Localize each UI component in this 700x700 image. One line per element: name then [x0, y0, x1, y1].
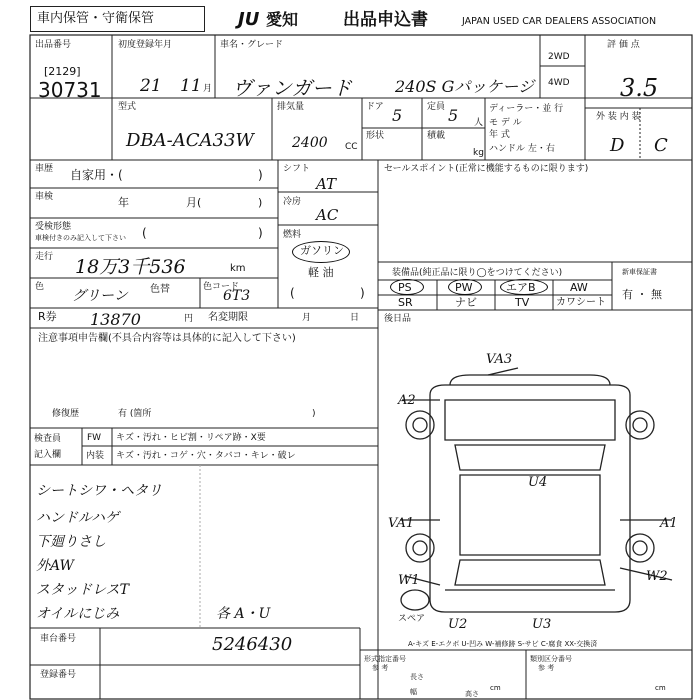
logo-title: 愛知	[266, 10, 299, 29]
import-model: モ デ ル	[489, 118, 522, 128]
equip-pw: PW	[455, 281, 473, 294]
color-label: 色	[35, 282, 45, 292]
note-line-6: オイルにじみ	[36, 606, 120, 622]
inspector-label2: 記入欄	[34, 450, 62, 460]
recv-close: )	[258, 226, 263, 240]
reg-month: 11	[180, 76, 202, 96]
chassis-label: 車台番号	[40, 634, 77, 644]
model-spec-len: 長さ	[410, 673, 424, 681]
form-title: 出品申込書	[343, 10, 428, 30]
repair-close: )	[312, 409, 316, 419]
inspection-label: 車検	[35, 192, 54, 202]
storage-label: 車内保管・守衛保管	[37, 11, 155, 26]
shift-value: AT	[316, 175, 337, 193]
import-handle: ハンドル 左・右	[489, 144, 555, 154]
equip-aw: AW	[570, 281, 588, 294]
spare-label: スペア	[398, 614, 426, 624]
fuel-label: 燃料	[283, 230, 302, 240]
reg-month-unit: 月	[203, 84, 213, 94]
import-year: 年 式	[489, 130, 510, 140]
warranty-label: 新車保証書	[622, 268, 657, 276]
model-spec-len-unit: cm	[490, 684, 501, 692]
shift-label: シフト	[283, 164, 311, 174]
fuel-open: (	[290, 286, 295, 300]
note-line-3: 下廻りさし	[36, 534, 106, 550]
name-change-label: 名変期限	[208, 312, 248, 323]
equip-leather: カワシート	[556, 297, 606, 308]
load-label: 積載	[427, 131, 446, 141]
reg-label: 初度登録年月	[118, 40, 173, 50]
equip-ps: PS	[398, 281, 412, 294]
equipment-label: 装備品(純正品に限り◯をつけてください)	[392, 268, 563, 278]
engine-unit: CC	[345, 142, 358, 152]
ext-int-label: 外 装 内 装	[596, 112, 641, 122]
repair-label: 修復歴	[52, 409, 80, 419]
reg-year: 21	[140, 76, 162, 96]
shape-label: 形状	[366, 131, 385, 141]
recycle-unit: 円	[184, 314, 194, 324]
capacity-unit: 人	[474, 118, 484, 128]
sales-point-label: セールスポイント(正常に機能するものに限ります)	[384, 164, 589, 174]
class-sub: 参 考	[538, 664, 555, 672]
storage-box	[30, 6, 205, 32]
equip-airbag-circle	[500, 279, 548, 295]
model-value: DBA-ACA33W	[126, 130, 254, 151]
mark-u3: U3	[532, 617, 552, 632]
color-value: グリーン	[72, 288, 128, 304]
association-name: JAPAN USED CAR DEALERS ASSOCIATION	[462, 16, 657, 27]
fuel-close: )	[360, 286, 365, 300]
inspection-year: 年	[118, 196, 129, 209]
equip-pw-circle	[448, 279, 482, 295]
inspector-row1-head: FW	[87, 433, 102, 443]
aircon-value: AC	[316, 206, 339, 224]
model-spec-h: 高さ	[465, 690, 479, 698]
note-line-2: ハンドルハゲ	[36, 510, 120, 526]
inspection-month: 月(	[186, 196, 202, 209]
lot-number: 30731	[38, 78, 102, 102]
history-close: )	[258, 168, 263, 182]
model-spec-w: 幅	[410, 688, 417, 696]
model-spec-sub: 参 考	[372, 664, 389, 672]
class-unit: cm	[655, 684, 666, 692]
mark-w1: W1	[398, 573, 420, 588]
inspector-label1: 検査員	[34, 434, 62, 444]
model-label: 型式	[118, 102, 137, 112]
engine-label: 排気量	[277, 102, 305, 112]
inspector-row2-head: 内装	[86, 451, 105, 461]
history-value: 自家用・(	[70, 168, 123, 182]
mark-u2: U2	[448, 617, 468, 632]
grade-label: 車名・グレード	[220, 40, 284, 50]
note-side: 各 A・U	[216, 606, 271, 622]
car-name: ヴァンガード	[232, 76, 352, 100]
equip-navi: ナビ	[455, 296, 477, 309]
note-line-5: スタッドレスT	[36, 582, 129, 598]
mark-va3: VA3	[486, 352, 513, 367]
ju-logo: JU	[238, 9, 260, 30]
mark-u4: U4	[528, 475, 548, 490]
rating-label: 評 価 点	[607, 40, 640, 50]
inspection-close: )	[258, 196, 263, 209]
name-change-day: 日	[350, 313, 360, 323]
rating-interior: C	[654, 135, 668, 156]
class-title: 類別区分番号	[530, 655, 572, 663]
repair-value: 有 (箇所	[118, 409, 152, 419]
note-line-4: 外AW	[36, 558, 74, 574]
warranty-value: 有 ・ 無	[622, 288, 662, 301]
recv-label: 受検形態	[35, 222, 72, 232]
mileage-unit: km	[230, 263, 246, 274]
mileage-value: 18万3千536	[75, 256, 186, 278]
recv-sub: 車検付きのみ記入して下さい	[35, 234, 126, 242]
import-dealer: ディーラー・並 行	[489, 104, 564, 114]
car-diagram	[400, 368, 672, 612]
aircon-label: 冷房	[283, 197, 302, 207]
car-grade: 240S Gパッケージ	[395, 77, 535, 96]
equip-ps-circle	[390, 279, 424, 295]
chassis-value: 5246430	[212, 634, 293, 655]
engine-value: 2400	[292, 135, 328, 151]
color-code-label: 色コード	[203, 282, 240, 292]
recycle-value: 13870	[90, 310, 141, 329]
name-change-month: 月	[302, 313, 312, 323]
rating-exterior: D	[610, 135, 625, 156]
inspector-row1: キズ・汚れ・ヒビ割・リペア跡・X要	[116, 433, 266, 443]
mark-w2: W2	[646, 569, 668, 584]
capacity-value: 5	[448, 106, 459, 125]
rear-seat-label: 後日品	[384, 314, 412, 324]
equip-airbag: エアB	[506, 281, 536, 294]
fuel-diesel: 軽 油	[308, 266, 334, 279]
drive-4wd: 4WD	[548, 78, 570, 88]
equip-sr: SR	[398, 296, 413, 309]
rating-score: 3.5	[620, 74, 659, 102]
notes-label: 注意事項申告欄(不具合内容等は具体的に記入して下さい)	[38, 333, 296, 344]
doors-value: 5	[392, 106, 403, 125]
mark-a1: A1	[660, 516, 678, 531]
lot-label: 出品番号	[35, 40, 72, 50]
mileage-label: 走行	[35, 252, 54, 262]
color-change-label: 色替	[150, 284, 170, 295]
color-code: 6T3	[223, 288, 251, 304]
equip-tv: TV	[515, 296, 530, 309]
lot-sub: [2129]	[44, 65, 81, 78]
inspector-row2: キズ・汚れ・コゲ・穴・タバコ・キレ・破レ	[116, 451, 296, 461]
damage-legend: A-キズ E-エクボ U-凹み W-補修跡 S-サビ C-腐食 XX-交換済	[408, 640, 598, 648]
history-label: 車歴	[35, 164, 54, 174]
registration-label: 登録番号	[40, 670, 77, 680]
load-unit: kg	[473, 148, 484, 158]
drive-2wd: 2WD	[548, 52, 570, 62]
mark-va1: VA1	[388, 516, 415, 531]
fuel-gasoline: ガソリン	[300, 244, 344, 257]
mark-a2: A2	[398, 393, 416, 408]
model-spec-title: 形式指定番号	[364, 655, 406, 663]
recycle-label: R券	[38, 310, 57, 323]
doors-label: ドア	[366, 102, 384, 112]
capacity-label: 定員	[427, 102, 446, 112]
note-line-1: シートシワ・ヘタリ	[36, 483, 162, 499]
recv-open: (	[142, 226, 147, 240]
